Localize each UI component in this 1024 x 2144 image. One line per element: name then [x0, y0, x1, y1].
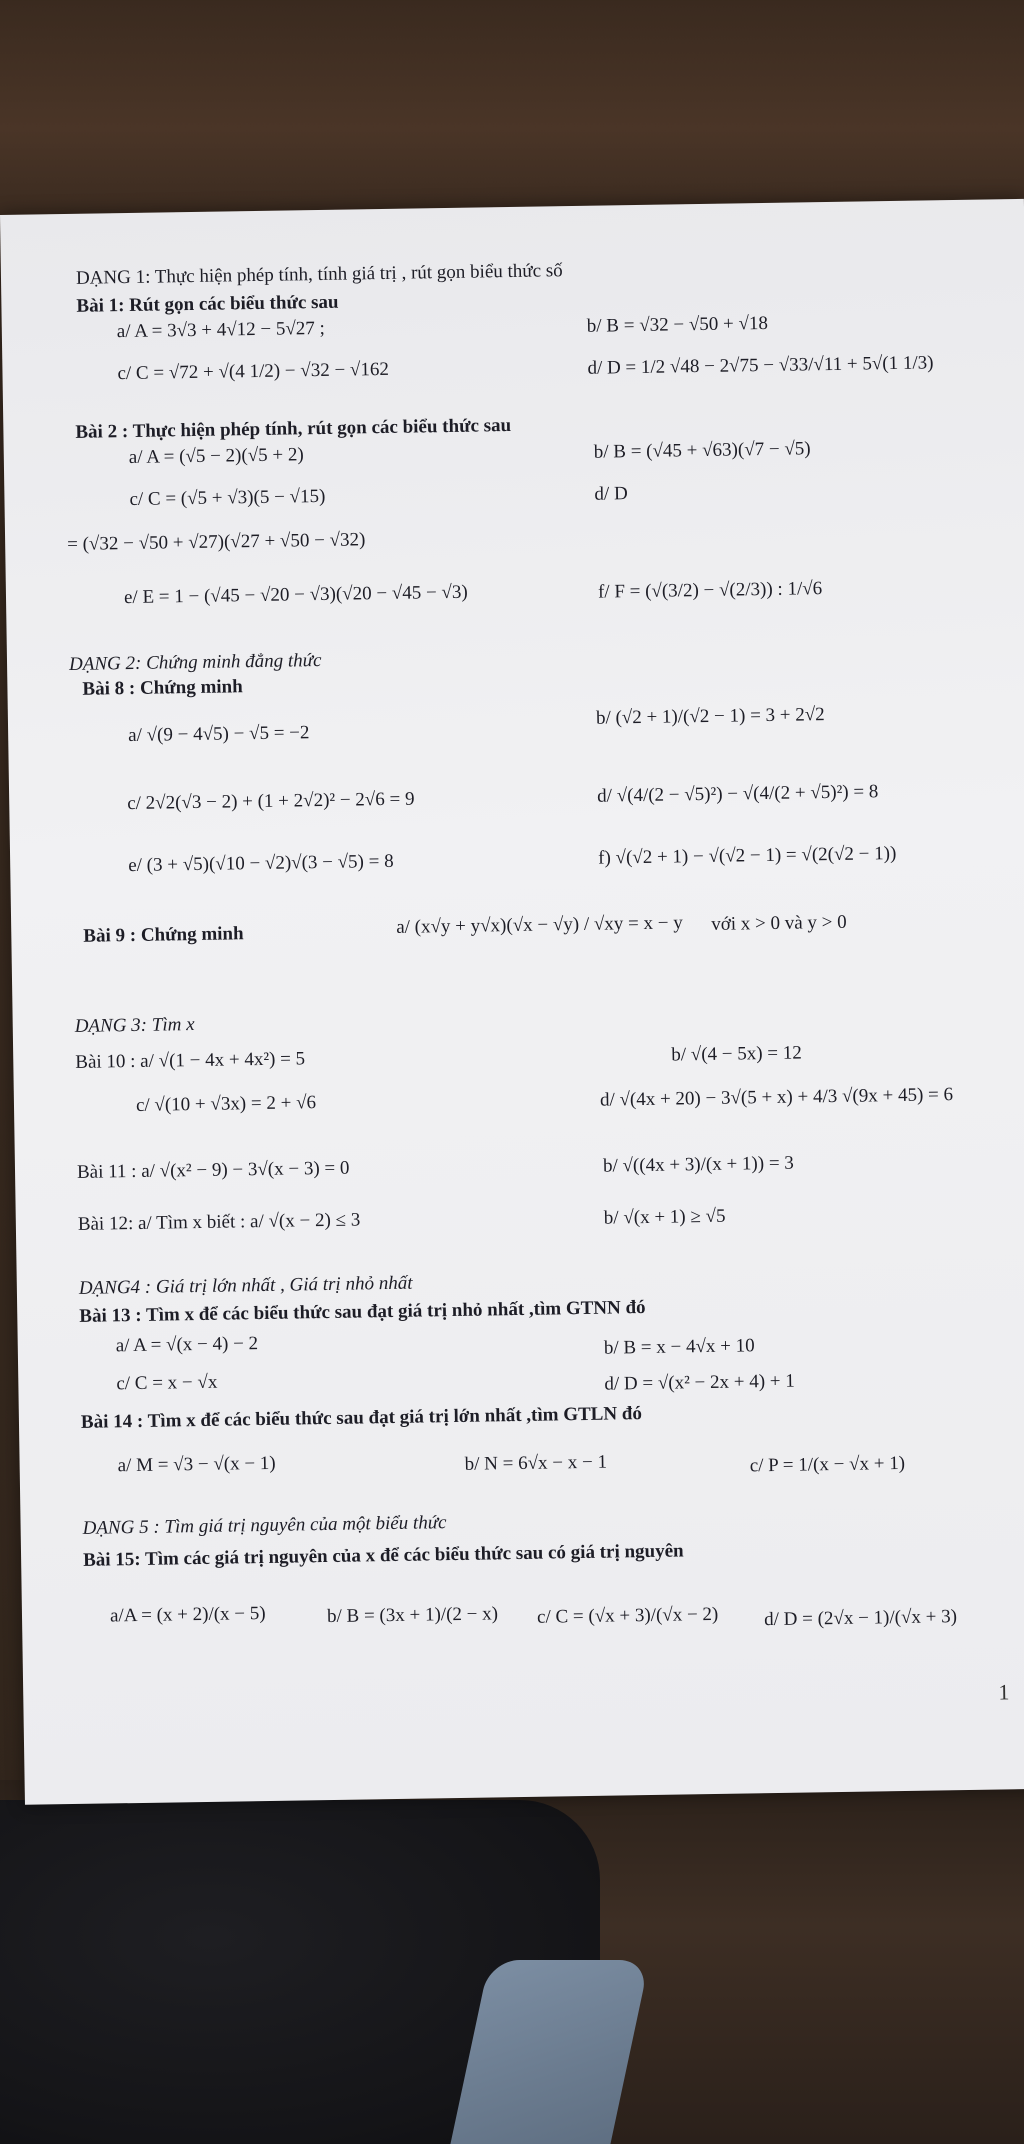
bai15-b: b/ B = (3x + 1)/(2 − x)	[326, 1603, 499, 1628]
bai2-c: c/ C = (√5 + √3)(5 − √15)	[129, 485, 326, 510]
bai9-cond: với x > 0 và y > 0	[711, 911, 847, 935]
bai8-e: e/ (3 + √5)(√10 − √2)√(3 − √5) = 8	[128, 850, 394, 877]
dang3-heading: DẠNG 3: Tìm x	[74, 1014, 195, 1037]
bai8-title: Bài 8 : Chứng minh	[82, 676, 243, 700]
page-number: 1	[998, 1679, 1010, 1705]
bai13-a: a/ A = √(x − 4) − 2	[115, 1333, 259, 1357]
bai13-c: c/ C = x − √x	[116, 1371, 218, 1395]
bai11-a: Bài 11 : a/ √(x² − 9) − 3√(x − 3) = 0	[76, 1157, 350, 1183]
bai12-a: Bài 12: a/ Tìm x biết : a/ √(x − 2) ≤ 3	[77, 1209, 361, 1235]
bai8-d: d/ √(4/(2 − √5)²) − √(4/(2 + √5)²) = 8	[597, 781, 879, 807]
bai15-c: c/ C = (√x + 3)/(√x − 2)	[536, 1603, 719, 1628]
bai8-a: a/ √(9 − 4√5) − √5 = −2	[128, 722, 310, 747]
dang4-heading: DẠNG4 : Giá trị lớn nhất , Giá trị nhỏ nhất	[78, 1272, 413, 1299]
bai8-c: c/ 2√2(√3 − 2) + (1 + 2√2)² − 2√6 = 9	[127, 788, 415, 815]
bai15-title: Bài 15: Tìm các giá trị nguyên của x để các biểu thức sau có giá trị nguyên	[82, 1540, 684, 1571]
bai10-c: c/ √(10 + √3x) = 2 + √6	[135, 1092, 317, 1116]
bai2-d-expr: = (√32 − √50 + √27)(√27 + √50 − √32)	[67, 529, 366, 555]
bai2-b: b/ B = (√45 + √63)(√7 − √5)	[593, 438, 811, 463]
bai13-title: Bài 13 : Tìm x để các biểu thức sau đạt giá trị nhỏ nhất ,tìm GTNN đó	[79, 1296, 646, 1327]
bai1-a: a/ A = 3√3 + 4√12 − 5√27 ;	[116, 317, 326, 343]
bai9-title: Bài 9 : Chứng minh	[83, 923, 244, 947]
bai2-title: Bài 2 : Thực hiện phép tính, rút gọn các biểu thức sau	[75, 414, 512, 443]
dang2-heading: DẠNG 2: Chứng minh đẳng thức	[68, 650, 322, 675]
bai2-a: a/ A = (√5 − 2)(√5 + 2)	[128, 444, 304, 469]
bai15-d: d/ D = (2√x − 1)/(√x + 3)	[763, 1606, 958, 1631]
bai14-a: a/ M = √3 − √(x − 1)	[117, 1452, 276, 1477]
bai10-b: b/ √(4 − 5x) = 12	[671, 1042, 802, 1066]
bai12-b: b/ √(x + 1) ≥ √5	[603, 1205, 726, 1229]
bai10-a: Bài 10 : a/ √(1 − 4x + 4x²) = 5	[75, 1048, 306, 1073]
dang1-heading: DẠNG 1: Thực hiện phép tính, tính giá trị , rút gọn biểu thức số	[75, 260, 563, 289]
bai1-d: d/ D = 1/2 √48 − 2√75 − √33/√11 + 5√(1 1/3)	[587, 352, 934, 379]
bai13-b: b/ B = x − 4√x + 10	[603, 1335, 755, 1359]
bai9-expr: a/ (x√y + y√x)(√x − √y) / √xy = x − y	[396, 912, 683, 938]
bai2-f: f/ F = (√(3/2) − √(2/3)) : 1/√6	[597, 578, 823, 603]
bai1-c: c/ C = √72 + √(4 1/2) − √32 − √162	[117, 358, 390, 385]
bai2-d: d/ D	[594, 483, 628, 505]
bai11-b: b/ √((4x + 3)/(x + 1)) = 3	[602, 1152, 795, 1177]
bai2-e: e/ E = 1 − (√45 − √20 − √3)(√20 − √45 − √3)	[123, 581, 468, 609]
dang5-heading: DẠNG 5 : Tìm giá trị nguyên của một biểu thức	[82, 1512, 447, 1539]
bai14-c: c/ P = 1/(x − √x + 1)	[749, 1452, 906, 1477]
bai8-f: f) √(√2 + 1) − √(√2 − 1) = √(2(√2 − 1))	[598, 843, 897, 869]
bai13-d: d/ D = √(x² − 2x + 4) + 1	[604, 1370, 795, 1395]
bai15-a: a/A = (x + 2)/(x − 5)	[109, 1603, 266, 1627]
worksheet-paper	[0, 199, 1024, 1805]
bai1-title: Bài 1: Rút gọn các biểu thức sau	[76, 291, 339, 317]
bai8-b: b/ (√2 + 1)/(√2 − 1) = 3 + 2√2	[595, 704, 825, 729]
bai1-b: b/ B = √32 − √50 + √18	[586, 312, 769, 337]
bai14-b: b/ N = 6√x − x − 1	[464, 1451, 608, 1475]
bai10-d: d/ √(4x + 20) − 3√(5 + x) + 4/3 √(9x + 45) = 6	[599, 1084, 954, 1111]
bai14-title: Bài 14 : Tìm x để các biểu thức sau đạt giá trị lớn nhất ,tìm GTLN đó	[80, 1403, 643, 1433]
